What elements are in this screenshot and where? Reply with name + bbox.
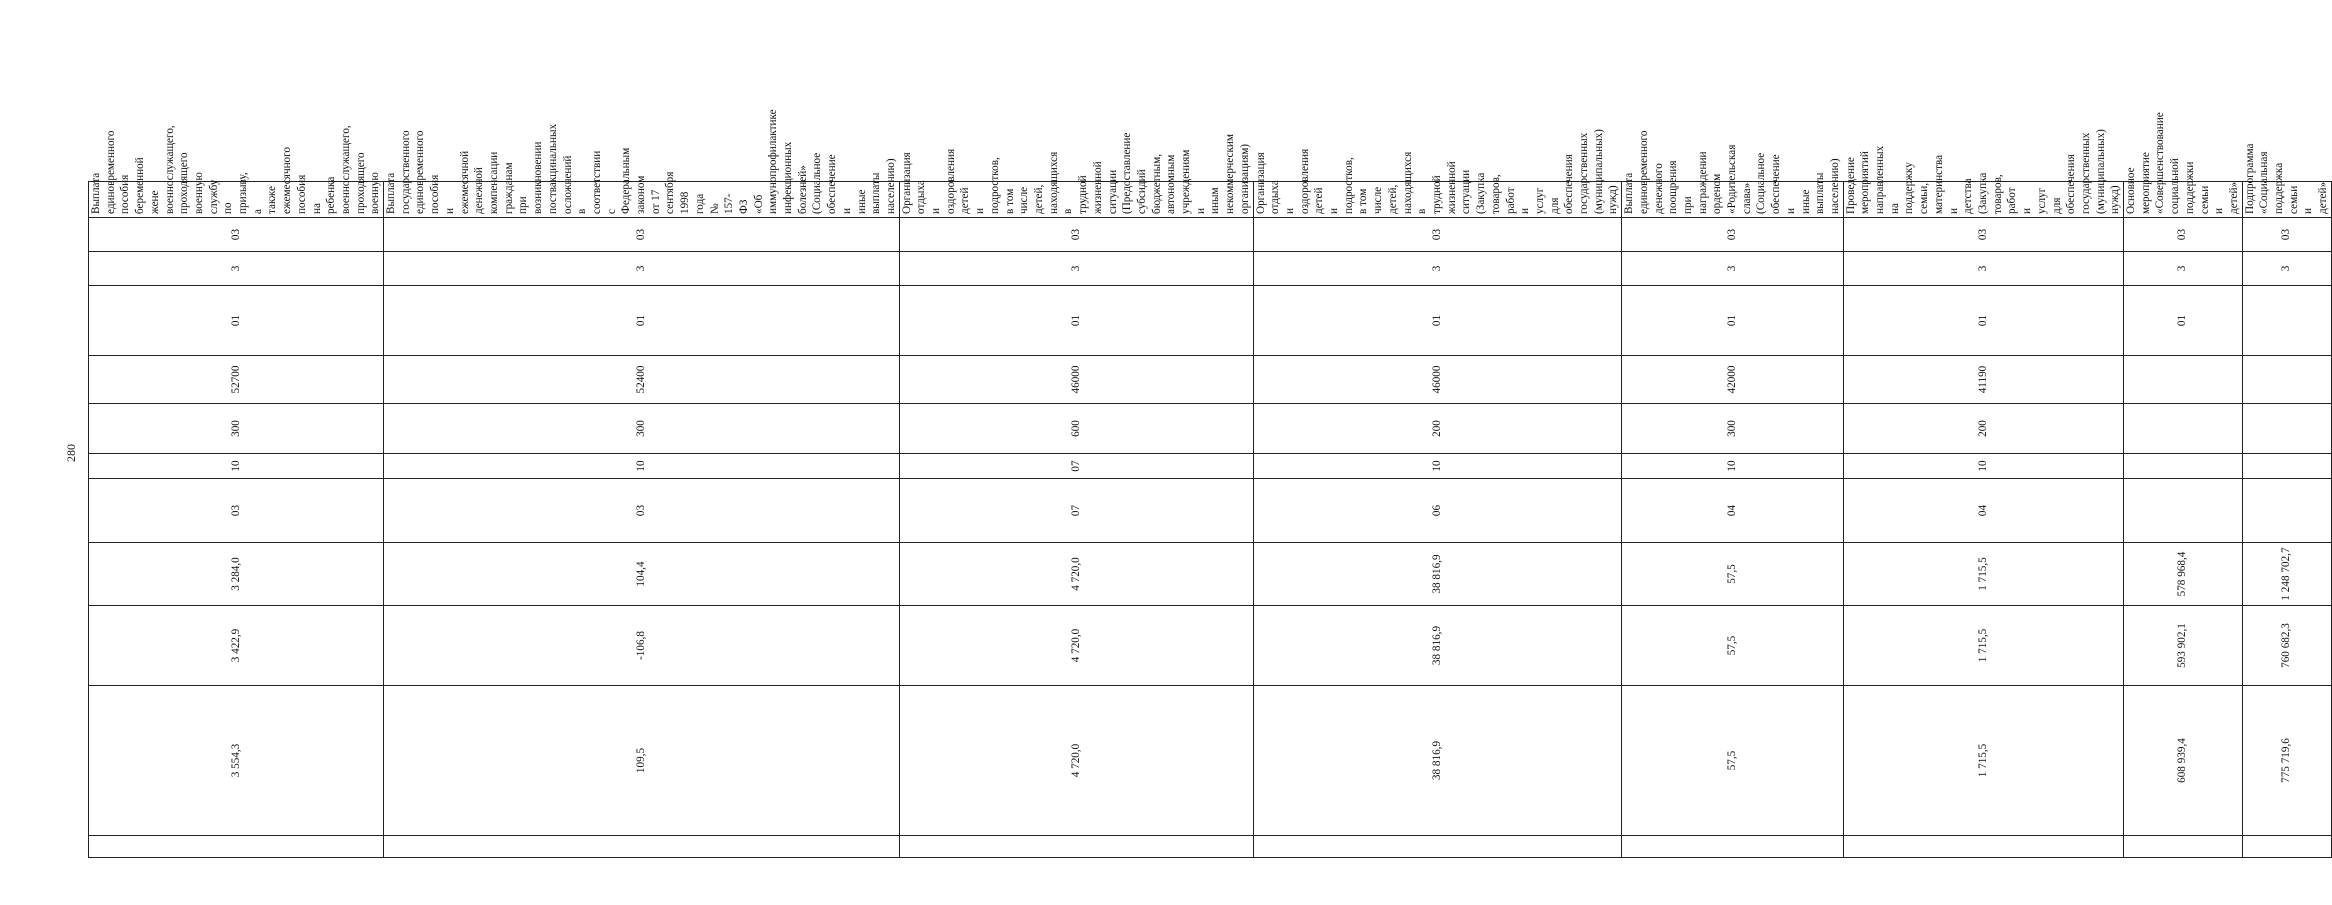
value-cell-e <box>2242 404 2331 454</box>
value-cell-v1: 57,5 <box>1622 543 1844 606</box>
value-cell-e: 200 <box>1253 404 1622 454</box>
table-row <box>384 48 900 858</box>
table-row <box>1622 48 1844 858</box>
value-cell-e <box>2124 404 2243 454</box>
table-row <box>1253 48 1622 858</box>
value-cell-a: 03 <box>1622 218 1844 252</box>
value-cell-b: 3 <box>1253 252 1622 286</box>
row-name-cell: Организация отдыха и оздоровления детей и подростков, в том числе детей, находящихся в трудной жизненной ситуации (Закупка товаров, работ и услуг для обеспечения государственных (муниципальных) нужд) <box>1253 182 1622 218</box>
row-name-cell: Подпрограмма «Социальная поддержка семьи и детей» <box>2242 182 2331 218</box>
budget-table <box>88 47 2332 858</box>
value-cell-g: 06 <box>1253 479 1622 543</box>
value-cell-v2: 38 816,9 <box>1253 606 1622 686</box>
margin-cell <box>384 836 900 858</box>
value-cell-c: 01 <box>2124 286 2243 356</box>
value-cell-v2: 593 902,1 <box>2124 606 2243 686</box>
value-cell-v2: 3 422,9 <box>89 606 384 686</box>
value-cell-f <box>2124 454 2243 479</box>
value-cell-v3: 775 719,6 <box>2242 686 2331 836</box>
value-cell-d: 52700 <box>89 356 384 404</box>
value-cell-v3: 38 816,9 <box>1253 686 1622 836</box>
value-cell-c: 01 <box>89 286 384 356</box>
value-cell-d <box>2242 356 2331 404</box>
value-cell-b: 3 <box>1622 252 1844 286</box>
value-cell-g: 04 <box>1843 479 2123 543</box>
row-name-cell: Выплата единовременного денежного поощрения при награждении орденом «Родительская слава» (Социальное обеспечение и иные выплаты населению) <box>1622 182 1844 218</box>
value-cell-v2: 57,5 <box>1622 606 1844 686</box>
row-name-cell: Проведение мероприятий направленных на поддержку семьи, материнства и детства (Закупка товаров, работ и услуг для обеспечения государственных (муниципальных) нужд) <box>1843 182 2123 218</box>
value-cell-v3: 3 554,3 <box>89 686 384 836</box>
value-cell-f: 10 <box>1253 454 1622 479</box>
value-cell-c: 01 <box>1843 286 2123 356</box>
value-cell-v1: 4 720,0 <box>899 543 1253 606</box>
value-cell-v1: 104,4 <box>384 543 900 606</box>
value-cell-b: 3 <box>1843 252 2123 286</box>
value-cell-b: 3 <box>89 252 384 286</box>
value-cell-e: 600 <box>899 404 1253 454</box>
value-cell-v3: 57,5 <box>1622 686 1844 836</box>
value-cell-g: 07 <box>899 479 1253 543</box>
value-cell-v1: 1 715,5 <box>1843 543 2123 606</box>
value-cell-g <box>2124 479 2243 543</box>
value-cell-v1: 38 816,9 <box>1253 543 1622 606</box>
value-cell-c <box>2242 286 2331 356</box>
value-cell-a: 03 <box>1843 218 2123 252</box>
value-cell-v1: 1 248 702,7 <box>2242 543 2331 606</box>
value-cell-c: 01 <box>1622 286 1844 356</box>
row-name-cell: Основное мероприятие «Совершенствование социальной поддержки семьи и детей» <box>2124 182 2243 218</box>
value-cell-g: 04 <box>1622 479 1844 543</box>
value-cell-f: 10 <box>1843 454 2123 479</box>
value-cell-g <box>2242 479 2331 543</box>
value-cell-v3: 1 715,5 <box>1843 686 2123 836</box>
value-cell-c: 01 <box>1253 286 1622 356</box>
value-cell-e: 300 <box>1622 404 1844 454</box>
value-cell-c: 01 <box>899 286 1253 356</box>
value-cell-a: 03 <box>89 218 384 252</box>
table-row <box>89 48 384 858</box>
row-name-cell: Организация отдыха и оздоровления детей и подростков, в том числе детей, находящихся в трудной жизненной ситуации (Предоставление субсидий бюджетным, автономным учреждениям и иным некоммерческим организациям) <box>899 182 1253 218</box>
margin-cell <box>89 836 384 858</box>
value-cell-f: 10 <box>1622 454 1844 479</box>
rotated-budget-table <box>88 48 2330 858</box>
value-cell-v2: -106,8 <box>384 606 900 686</box>
value-cell-e: 300 <box>89 404 384 454</box>
value-cell-v1: 578 968,4 <box>2124 543 2243 606</box>
value-cell-b: 3 <box>2242 252 2331 286</box>
margin-cell <box>1843 836 2123 858</box>
value-cell-a: 03 <box>384 218 900 252</box>
value-cell-g: 03 <box>384 479 900 543</box>
value-cell-v3: 608 939,4 <box>2124 686 2243 836</box>
value-cell-d: 52400 <box>384 356 900 404</box>
margin-cell <box>1253 836 1622 858</box>
value-cell-a: 03 <box>1253 218 1622 252</box>
row-name-cell: Выплата единовременного пособия беременной жене военнослужащего, проходящего военную службу по призыву, а также ежемесячного пособия на ребенка военнослужащего, проходящего военную <box>89 182 384 218</box>
value-cell-a: 03 <box>899 218 1253 252</box>
value-cell-g: 03 <box>89 479 384 543</box>
value-cell-v1: 3 284,0 <box>89 543 384 606</box>
value-cell-f: 10 <box>89 454 384 479</box>
table-row <box>2242 48 2331 858</box>
value-cell-e: 300 <box>384 404 900 454</box>
value-cell-b: 3 <box>2124 252 2243 286</box>
value-cell-v2: 1 715,5 <box>1843 606 2123 686</box>
value-cell-f: 07 <box>899 454 1253 479</box>
value-cell-d: 41190 <box>1843 356 2123 404</box>
value-cell-b: 3 <box>899 252 1253 286</box>
margin-cell <box>899 836 1253 858</box>
value-cell-v2: 760 682,3 <box>2242 606 2331 686</box>
margin-cell <box>2124 836 2243 858</box>
value-cell-v3: 4 720,0 <box>899 686 1253 836</box>
value-cell-v2: 4 720,0 <box>899 606 1253 686</box>
value-cell-d <box>2124 356 2243 404</box>
value-cell-f: 10 <box>384 454 900 479</box>
value-cell-d: 46000 <box>1253 356 1622 404</box>
table-row <box>1843 48 2123 858</box>
margin-cell <box>2242 836 2331 858</box>
table-row <box>2124 48 2243 858</box>
value-cell-a: 03 <box>2124 218 2243 252</box>
value-cell-d: 46000 <box>899 356 1253 404</box>
value-cell-f <box>2242 454 2331 479</box>
value-cell-d: 42000 <box>1622 356 1844 404</box>
value-cell-b: 3 <box>384 252 900 286</box>
row-name-cell: Выплата государственного единовременного пособия и ежемесячной денежной компенсации гражданам при возникновении поствакцинальных осложнений в соответствии с Федеральным законом от 17 сентября 1998 года № 157-ФЗ «Об иммунопрофилактике инфекционных болезней» (Социальное обеспечение и иные выплаты населению) <box>384 182 900 218</box>
value-cell-e: 200 <box>1843 404 2123 454</box>
page-number: 280 <box>64 444 78 462</box>
table-row <box>899 48 1253 858</box>
value-cell-v3: 109,5 <box>384 686 900 836</box>
value-cell-c: 01 <box>384 286 900 356</box>
value-cell-a: 03 <box>2242 218 2331 252</box>
margin-cell <box>1622 836 1844 858</box>
